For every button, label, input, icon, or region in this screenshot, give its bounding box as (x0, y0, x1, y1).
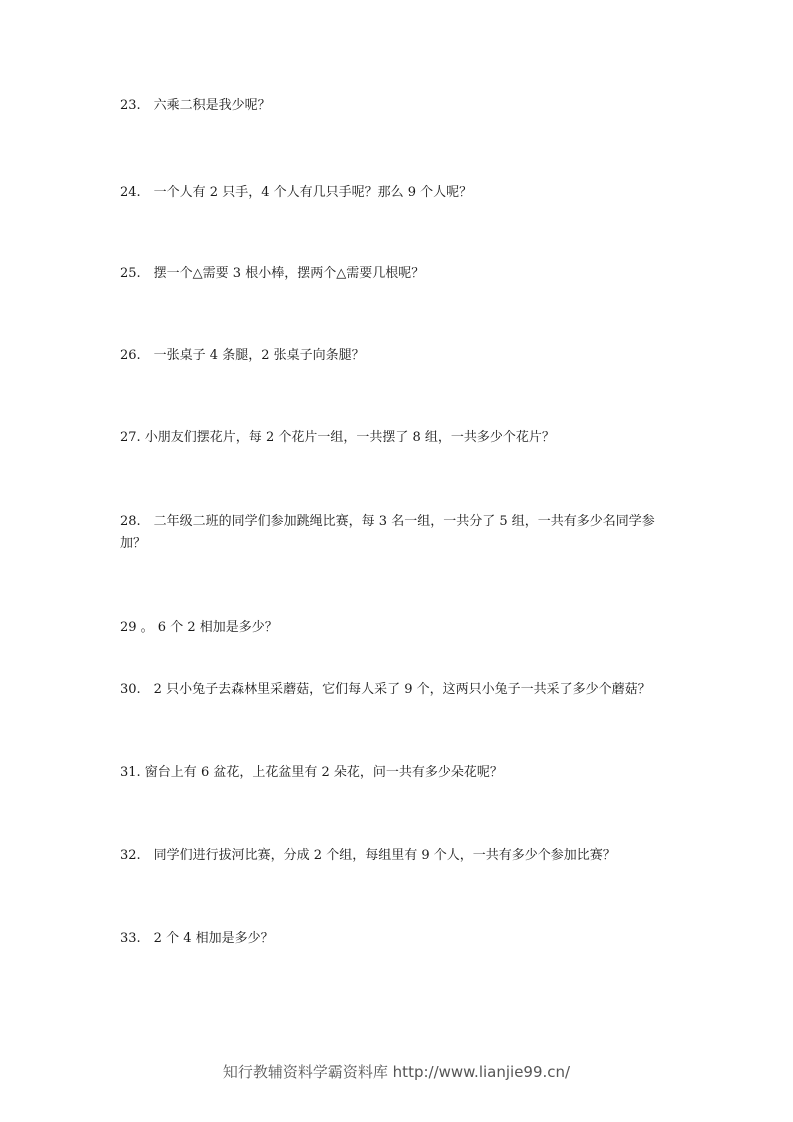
question-31: 31. 窗台上有 6 盆花，上花盆里有 2 朵花，问一共有多少朵花呢？ (120, 765, 503, 780)
question-24: 24. 一个人有 2 只手，4 个人有几只手呢？那么 9 个人呢？ (120, 185, 473, 200)
question-30: 30. 2 只小兔子去森林里采蘑菇，它们每人采了 9 个，这两只小兔子一共采了多少个蘑菇？ (120, 682, 651, 697)
question-29: 29 。 6 个 2 相加是多少？ (120, 620, 278, 635)
question-33: 33. 2 个 4 相加是多少？ (120, 931, 274, 946)
question-32: 32. 同学们进行拔河比赛，分成 2 个组，每组里有 9 个人，一共有多少个参加比赛？ (120, 848, 616, 863)
question-26: 26. 一张桌子 4 条腿，2 张桌子向条腿？ (120, 348, 365, 363)
question-28: 28. 二年级二班的同学们参加跳绳比赛，每 3 名一组，一共分了 5 组，一共有多少名同学参加？ (120, 514, 655, 551)
question-23: 23. 六乘二积是我少呢？ (120, 98, 271, 113)
question-25: 25. 摆一个△需要 3 根小棒，摆两个△需要几根呢？ (120, 266, 425, 281)
question-27: 27. 小朋友们摆花片，每 2 个花片一组，一共摆了 8 组，一共多少个花片？ (120, 430, 555, 445)
footer-watermark: 知行教辅资料学霸资料库 http://www.lianjie99.cn/ (222, 1063, 571, 1081)
